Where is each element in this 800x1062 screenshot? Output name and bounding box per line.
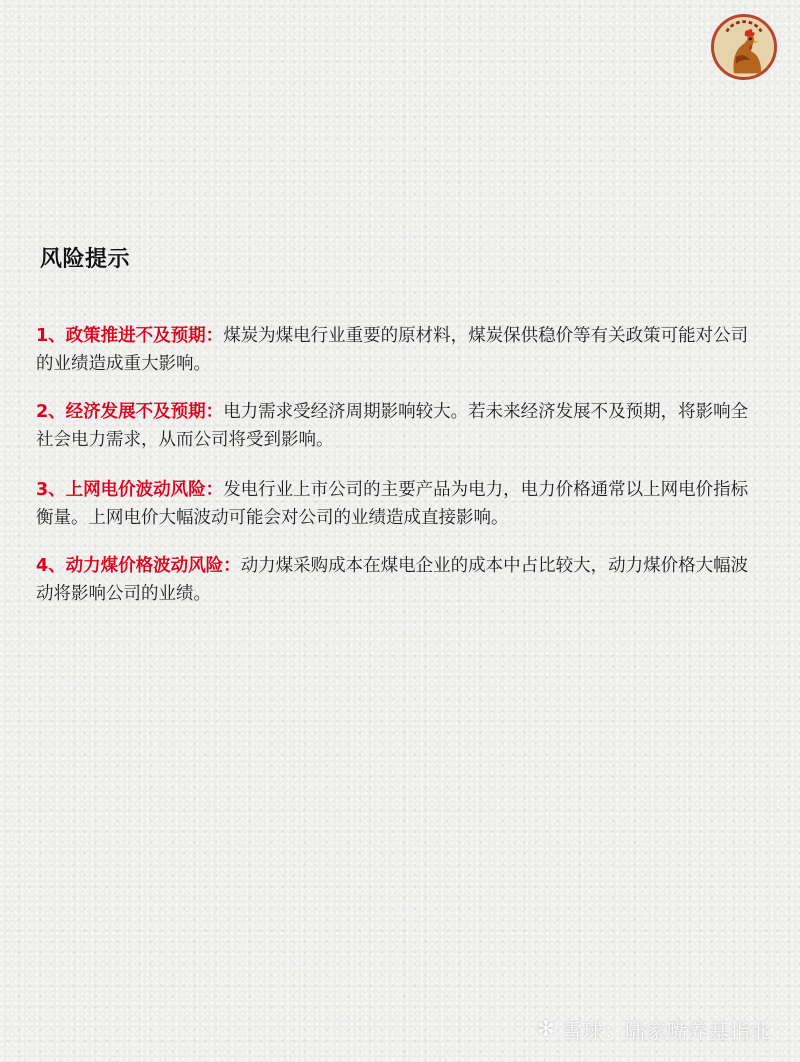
risk-heading: 1、政策推进不及预期： [36, 326, 224, 346]
brand-logo [711, 14, 777, 80]
snowball-icon: ✻ [536, 1017, 556, 1042]
watermark [537, 1015, 772, 1044]
risk-text: 电力需求受经济周期影响较大。若未来经济发展不及预期，将影响全社会电力需求，从而公司将受到影响。 [36, 402, 749, 450]
risk-heading: 4、动力煤价格波动风险： [36, 556, 241, 576]
risk-heading: 2、经济发展不及预期： [36, 402, 224, 422]
risk-item [36, 322, 764, 378]
rooster-icon [714, 17, 774, 77]
watermark-text: 雪球：陆家嘴养基指北 [562, 1019, 772, 1043]
risk-text: 动力煤采购成本在煤电企业的成本中占比较大，动力煤价格大幅波动将影响公司的业绩。 [36, 556, 749, 604]
risk-item [36, 476, 764, 532]
risk-text: 发电行业上市公司的主要产品为电力，电力价格通常以上网电价指标衡量。上网电价大幅波动可能会对公司的业绩造成直接影响。 [36, 480, 749, 528]
risk-text: 煤炭为煤电行业重要的原材料，煤炭保供稳价等有关政策可能对公司的业绩造成重大影响。 [36, 326, 749, 374]
risk-item [36, 398, 764, 454]
risk-heading: 3、上网电价波动风险： [36, 480, 224, 500]
risk-item [36, 552, 764, 608]
page-title: 风险提示 [40, 247, 131, 272]
